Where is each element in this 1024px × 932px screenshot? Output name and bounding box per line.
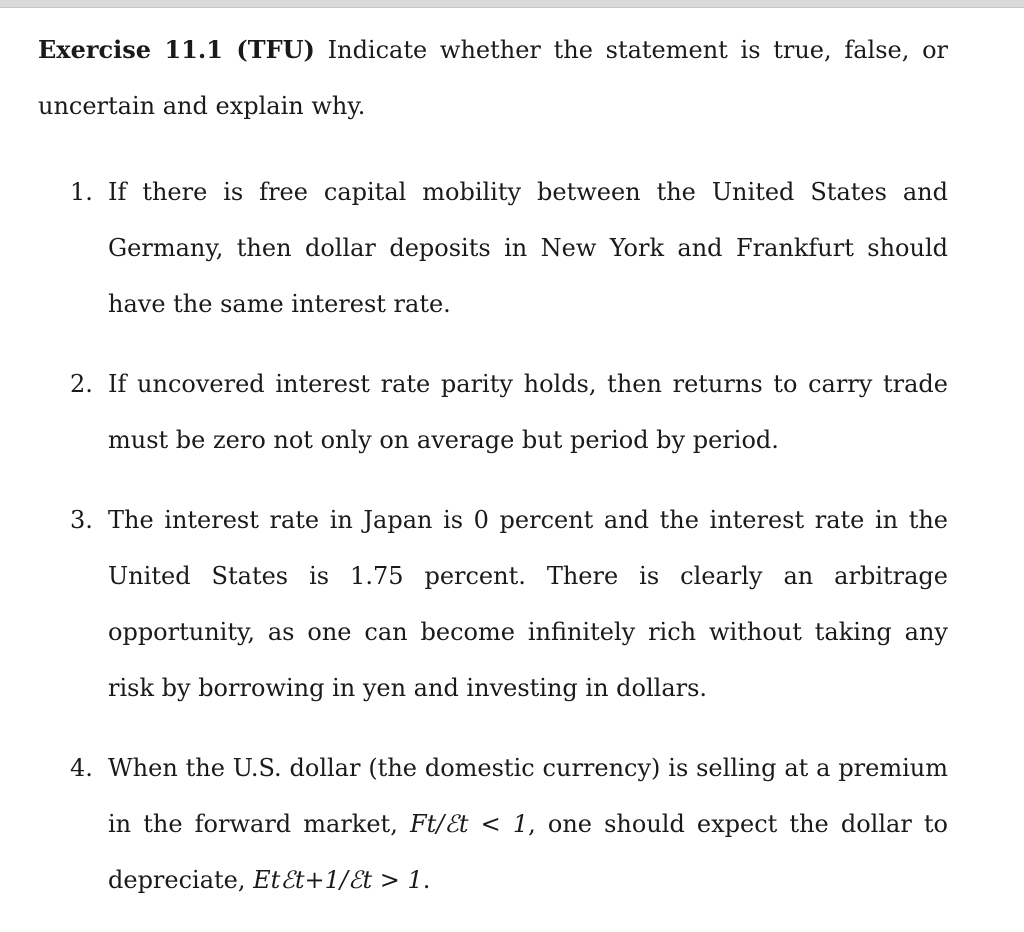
list-item [38,356,948,468]
item-number: 2. [70,370,93,398]
item-text: The interest rate in Japan is 0 percent and the interest rate in the United States is 1.75 percent. There is clearly an arbitrage opportunity, as one can become infinitely rich without taking any risk by borrowing in yen and investing in dollars. [108,506,948,702]
document-body [38,22,948,932]
item-text-middle: , one should expect the dollar to depreciate, [108,810,948,894]
list-item [38,492,948,716]
item-text: If uncovered interest rate parity holds, then returns to carry trade must be zero not only on average but period by period. [108,370,948,454]
item-number: 1. [70,178,93,206]
list-item [38,164,948,332]
item-number: 4. [70,754,93,782]
exercise-instruction: Indicate whether the statement is true, false, or uncertain and explain why. [38,36,948,120]
item-text: When the U.S. dollar (the domestic currency) is selling at a premium in the forward market, [108,754,948,838]
forward-premium-formula: Ft/ℰt < 1 [409,810,529,838]
exercise-label: Exercise 11.1 (TFU) [38,35,315,64]
item-text-end: . [422,866,431,894]
problem-list [38,164,948,908]
exercise-header [38,22,948,134]
item-text: If there is free capital mobility between the United States and Germany, then dollar deposits in New York and Frankfurt should have the same interest rate. [108,178,948,318]
item-number: 3. [70,506,93,534]
top-border [0,0,1024,8]
depreciation-formula: Etℰt+1/ℰt > 1 [253,866,423,894]
list-item [38,740,948,908]
